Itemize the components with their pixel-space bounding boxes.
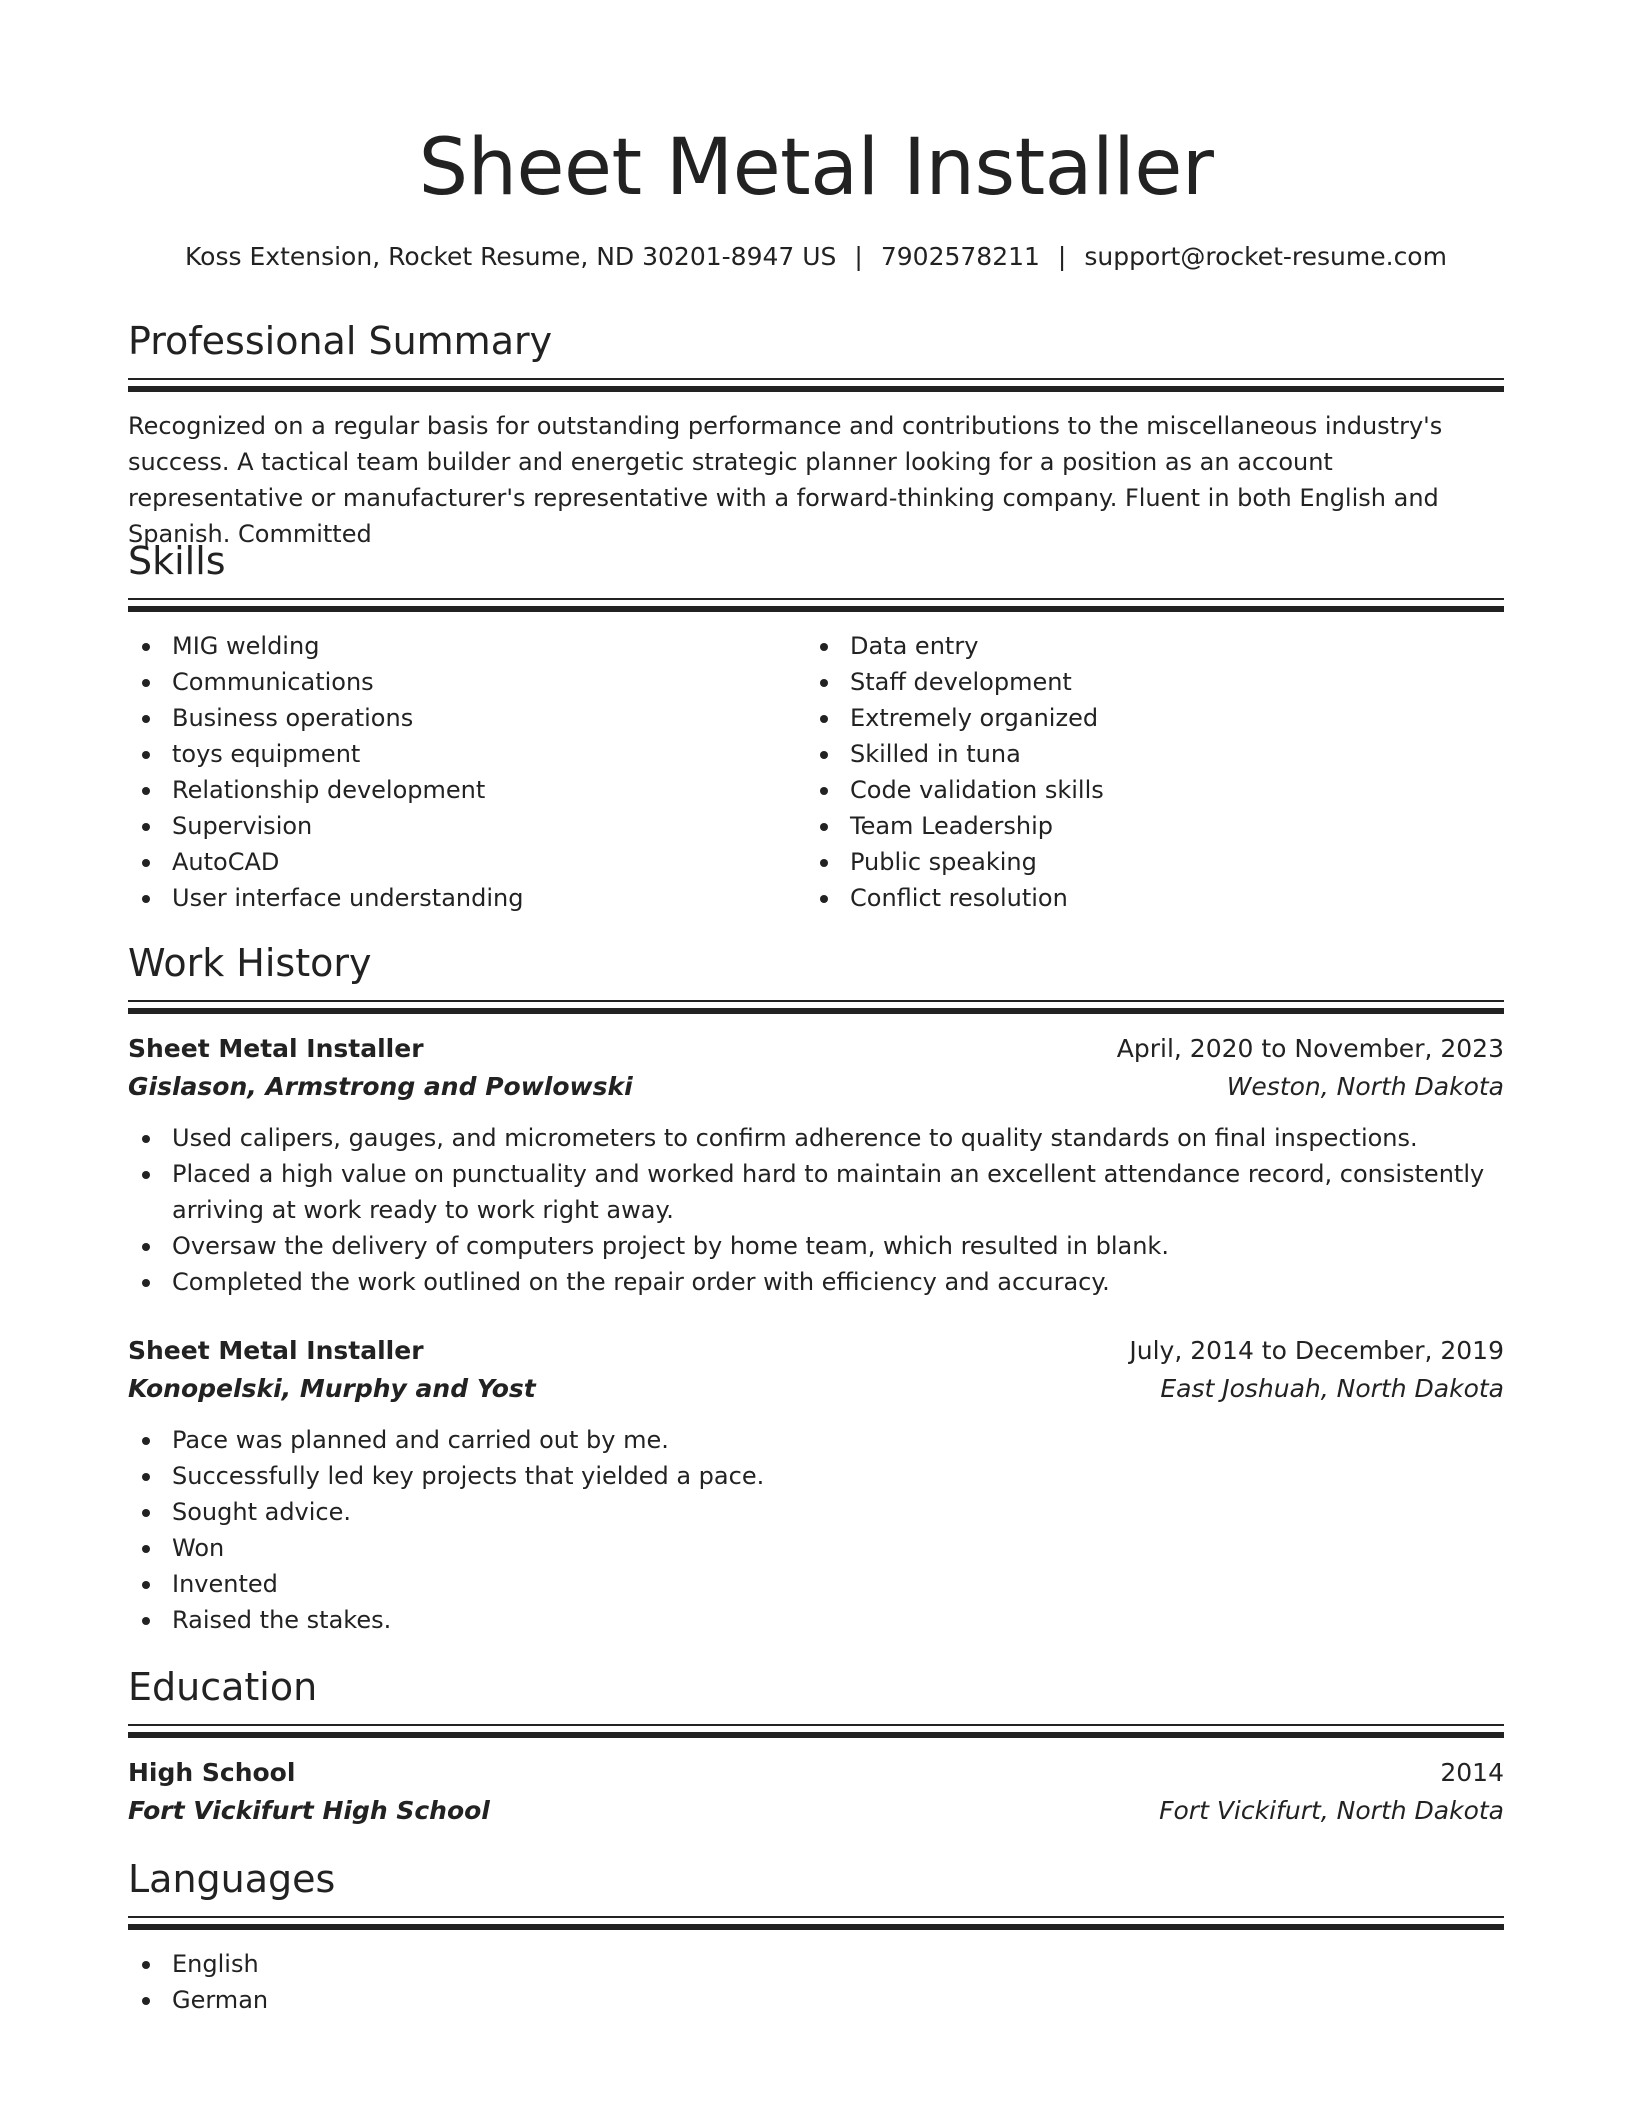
job-bullet: Pace was planned and carried out by me. — [128, 1422, 1504, 1458]
education-degree: High School — [128, 1758, 296, 1787]
summary-section — [128, 314, 1504, 552]
section-title-education: Education — [128, 1665, 318, 1709]
job-bullet: Placed a high value on punctuality and worked hard to maintain an excellent attendance record, consistently arriving at work ready to work right away. — [128, 1156, 1504, 1228]
skill-item: Team Leadership — [806, 808, 1484, 844]
section-rule-thick — [128, 386, 1504, 392]
languages-section — [128, 1852, 1504, 2018]
skill-item: Code validation skills — [806, 772, 1484, 808]
skill-item: Communications — [128, 664, 806, 700]
section-title-languages: Languages — [128, 1857, 336, 1901]
summary-text: Recognized on a regular basis for outstanding performance and contributions to the miscellaneous industry's success. A tactical team builder and energetic strategic planner looking for a position as an account representative or manufacturer's representative with a forward-thinking company. Fluent in both English and Spanish. Committed — [128, 412, 1443, 548]
skills-section — [128, 534, 1504, 916]
job-location: East Joshuah, North Dakota — [1160, 1374, 1504, 1403]
contact-address: Koss Extension, Rocket Resume, ND 30201-8947 US — [185, 242, 837, 271]
skill-item: Staff development — [806, 664, 1484, 700]
job-bullet: Won — [128, 1530, 1504, 1566]
job-bullet: Successfully led key projects that yielded a pace. — [128, 1458, 1504, 1494]
job-location: Weston, North Dakota — [1226, 1072, 1504, 1101]
section-rule — [128, 378, 1504, 380]
job-header-row — [128, 1332, 1504, 1370]
education-header-row — [128, 1754, 1504, 1792]
education-school: Fort Vickifurt High School — [128, 1796, 490, 1825]
section-title-skills: Skills — [128, 539, 226, 583]
section-rule — [128, 1916, 1504, 1918]
languages-list — [128, 1946, 1504, 2018]
contact-line — [128, 238, 1504, 276]
job-bullet: Used calipers, gauges, and micrometers to confirm adherence to quality standards on final inspections. — [128, 1120, 1504, 1156]
job-title: Sheet Metal Installer — [128, 1034, 424, 1063]
section-rule — [128, 1724, 1504, 1726]
section-rule — [128, 1000, 1504, 1002]
contact-separator: | — [854, 242, 863, 271]
job-bullet: Invented — [128, 1566, 1504, 1602]
skill-item: Relationship development — [128, 772, 806, 808]
job-bullet: Oversaw the delivery of computers project by home team, which resulted in blank. — [128, 1228, 1504, 1264]
section-title-summary: Professional Summary — [128, 319, 553, 363]
job-company: Konopelski, Murphy and Yost — [128, 1374, 536, 1403]
skill-item: Skilled in tuna — [806, 736, 1484, 772]
skill-item: Data entry — [806, 628, 1484, 664]
section-rule — [128, 598, 1504, 600]
section-rule-thick — [128, 606, 1504, 612]
language-item: German — [128, 1982, 1504, 2018]
skills-list-left — [128, 628, 806, 916]
job-company-row — [128, 1370, 1504, 1408]
job-bullet-list — [128, 1120, 1504, 1300]
education-section — [128, 1660, 1504, 1830]
language-item: English — [128, 1946, 1504, 1982]
skill-item: Business operations — [128, 700, 806, 736]
section-rule-thick — [128, 1008, 1504, 1014]
skill-item: AutoCAD — [128, 844, 806, 880]
job-bullet-list — [128, 1422, 1504, 1638]
job-dates: July, 2014 to December, 2019 — [1129, 1336, 1504, 1365]
job-company: Gislason, Armstrong and Powlowski — [128, 1072, 633, 1101]
job-bullet: Raised the stakes. — [128, 1602, 1504, 1638]
job-dates: April, 2020 to November, 2023 — [1116, 1034, 1504, 1063]
skill-item: Supervision — [128, 808, 806, 844]
skill-item: toys equipment — [128, 736, 806, 772]
job-bullet: Sought advice. — [128, 1494, 1504, 1530]
contact-email: support@rocket-resume.com — [1084, 242, 1447, 271]
contact-separator: | — [1057, 242, 1067, 271]
skill-item: MIG welding — [128, 628, 806, 664]
section-rule-thick — [128, 1924, 1504, 1930]
job-entry — [128, 1030, 1504, 1300]
work-history-section — [128, 936, 1504, 1638]
job-title: Sheet Metal Installer — [128, 1336, 424, 1365]
skills-columns — [128, 628, 1504, 916]
section-rule-thick — [128, 1732, 1504, 1738]
education-school-row — [128, 1792, 1504, 1830]
skills-list-right — [806, 628, 1484, 916]
job-entry — [128, 1332, 1504, 1638]
contact-phone: 7902578211 — [880, 242, 1040, 271]
section-title-work: Work History — [128, 941, 372, 985]
job-company-row — [128, 1068, 1504, 1106]
resume-name: Sheet Metal Installer — [418, 123, 1214, 213]
job-header-row — [128, 1030, 1504, 1068]
skill-item: Extremely organized — [806, 700, 1484, 736]
education-year: 2014 — [1440, 1758, 1504, 1787]
job-bullet: Completed the work outlined on the repair order with efficiency and accuracy. — [128, 1264, 1504, 1300]
education-location: Fort Vickifurt, North Dakota — [1159, 1796, 1504, 1825]
education-entry — [128, 1754, 1504, 1830]
skill-item: Public speaking — [806, 844, 1484, 880]
skill-item: User interface understanding — [128, 880, 806, 916]
skill-item: Conflict resolution — [806, 880, 1484, 916]
